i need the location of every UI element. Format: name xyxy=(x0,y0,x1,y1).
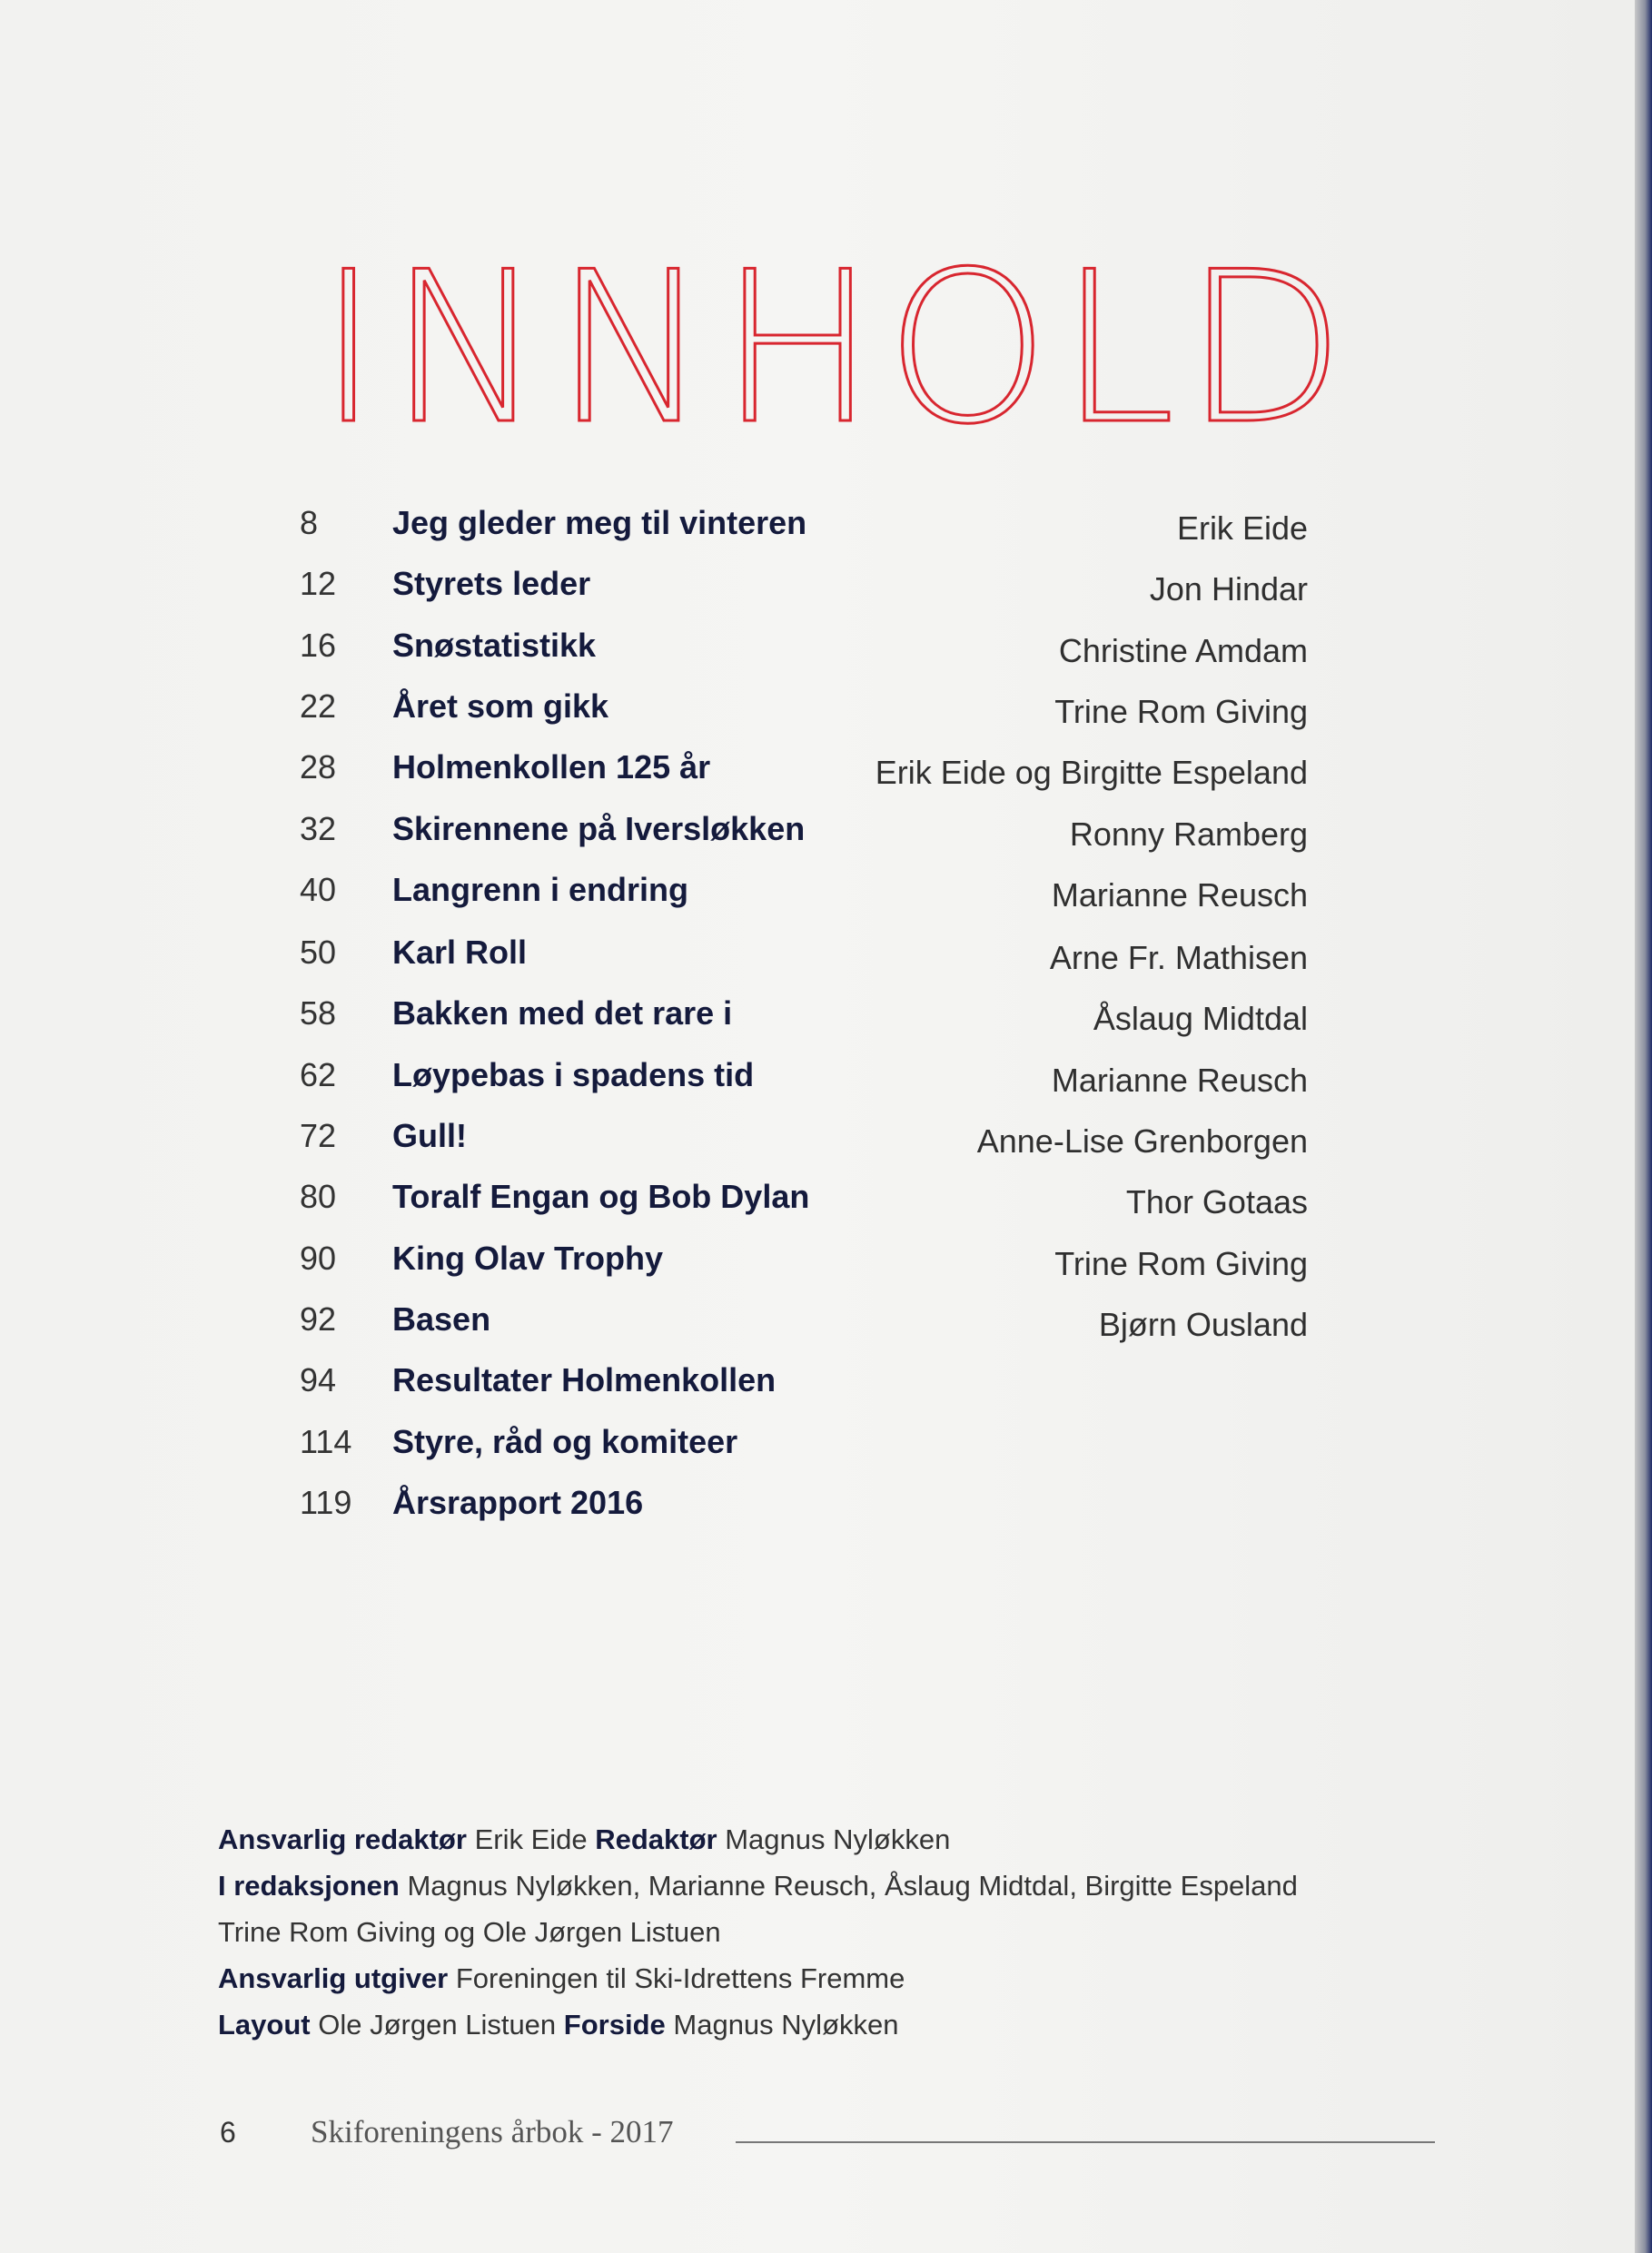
toc-author: Anne-Lise Grenborgen xyxy=(976,1122,1308,1160)
toc-article-title: Resultater Holmenkollen xyxy=(392,1361,777,1399)
toc-page-number: 62 xyxy=(300,1055,337,1093)
toc-row xyxy=(300,1178,1308,1239)
toc-author: Erik Eide xyxy=(1176,509,1308,547)
credits-line xyxy=(218,1863,1435,1909)
toc-page-number: 16 xyxy=(300,626,337,664)
toc-article-title: Holmenkollen 125 år xyxy=(392,748,711,786)
toc-article-title: Snøstatistikk xyxy=(392,626,597,664)
toc-page-number: 94 xyxy=(300,1361,337,1399)
toc-article-title: Toralf Engan og Bob Dylan xyxy=(392,1178,810,1216)
toc-author: Marianne Reusch xyxy=(1051,875,1308,914)
toc-article-title: Året som gikk xyxy=(392,687,609,725)
toc-page-number: 90 xyxy=(300,1239,337,1277)
toc-page-number: 12 xyxy=(300,565,337,603)
credits-line xyxy=(218,1816,1435,1863)
toc-row xyxy=(300,627,1308,687)
toc-row xyxy=(300,1484,1308,1545)
toc-row xyxy=(300,1117,1308,1178)
credits-label: Layout xyxy=(218,2009,311,2041)
toc-article-title: Langrenn i endring xyxy=(392,870,689,908)
toc-page-number: 119 xyxy=(300,1483,352,1521)
toc-row xyxy=(300,748,1308,809)
toc-row xyxy=(300,1423,1308,1484)
toc-page-number: 50 xyxy=(300,934,337,972)
credits-value: Trine Rom Giving og Ole Jørgen Listuen xyxy=(218,1916,721,1948)
toc-author: Trine Rom Giving xyxy=(1054,1244,1308,1282)
toc-page-number: 8 xyxy=(300,504,319,541)
credits-value: Magnus Nyløkken xyxy=(673,2009,899,2041)
credits-value: Foreningen til Ski-Idrettens Fremme xyxy=(455,1962,905,1994)
toc-row xyxy=(300,504,1308,565)
toc-author: Trine Rom Giving xyxy=(1054,692,1308,730)
toc-page-number: 80 xyxy=(300,1178,337,1216)
toc-article-title: Gull! xyxy=(392,1117,467,1154)
toc-row xyxy=(300,1056,1308,1117)
credits-label: Ansvarlig utgiver xyxy=(218,1962,449,1994)
toc-row xyxy=(300,1361,1308,1422)
toc-row xyxy=(300,1240,1308,1300)
toc-page-number: 22 xyxy=(300,687,337,725)
toc-row xyxy=(300,687,1308,748)
credits-line xyxy=(218,2001,1435,2048)
credits-value: Ole Jørgen Listuen xyxy=(318,2009,557,2041)
footer-page-number: 6 xyxy=(220,2116,236,2149)
toc-author: Erik Eide og Birgitte Espeland xyxy=(875,754,1308,792)
toc-author: Arne Fr. Mathisen xyxy=(1049,939,1308,977)
toc-page-number: 72 xyxy=(300,1117,337,1154)
toc-article-title: Jeg gleder meg til vinteren xyxy=(392,504,807,541)
toc-row xyxy=(300,1300,1308,1361)
toc-article-title: Bakken med det rare i xyxy=(392,994,733,1033)
credits-value: Magnus Nyløkken, Marianne Reusch, Åslaug Midtdal, Birgitte Espeland xyxy=(407,1870,1298,1902)
toc-row xyxy=(300,871,1308,932)
credits-value: Erik Eide xyxy=(474,1823,588,1855)
credits-label: Forside xyxy=(563,2009,666,2041)
toc-article-title: King Olav Trophy xyxy=(392,1239,664,1277)
page-footer xyxy=(220,2116,1437,2161)
toc-page-number: 40 xyxy=(300,870,337,908)
toc-row xyxy=(300,565,1308,626)
credits-line xyxy=(218,1909,1435,1955)
credits-label: Redaktør xyxy=(595,1823,717,1855)
toc-article-title: Karl Roll xyxy=(392,934,528,972)
toc-author: Åslaug Midtdal xyxy=(1093,1000,1308,1038)
toc-article-title: Skirennene på Iversløkken xyxy=(392,809,806,847)
editorial-credits xyxy=(218,1816,1435,2048)
toc-page-number: 28 xyxy=(300,748,337,786)
toc-author: Marianne Reusch xyxy=(1051,1061,1308,1099)
toc-author: Bjørn Ousland xyxy=(1098,1305,1308,1343)
toc-article-title: Styrets leder xyxy=(392,565,591,603)
toc-article-title: Årsrapport 2016 xyxy=(392,1483,644,1521)
footer-book-title: Skiforeningens årbok - 2017 xyxy=(311,2114,674,2149)
toc-author: Jon Hindar xyxy=(1149,570,1308,608)
toc-row xyxy=(300,810,1308,871)
credits-label: Ansvarlig redaktør xyxy=(218,1823,467,1855)
toc-article-title: Styre, råd og komiteer xyxy=(392,1422,738,1460)
credits-value: Magnus Nyløkken xyxy=(725,1823,951,1855)
toc-author: Thor Gotaas xyxy=(1125,1183,1308,1221)
toc-row xyxy=(300,994,1308,1055)
toc-page-number: 114 xyxy=(300,1422,352,1460)
page-title: INNHOLD xyxy=(318,228,1355,470)
toc-author: Christine Amdam xyxy=(1058,631,1308,669)
credits-label: I redaksjonen xyxy=(218,1870,400,1902)
book-spine-edge xyxy=(1635,0,1652,2253)
toc-page-number: 58 xyxy=(300,994,337,1033)
toc-page-number: 32 xyxy=(300,809,337,847)
toc-page-number: 92 xyxy=(300,1299,337,1338)
credits-line xyxy=(218,1955,1435,2001)
toc-row xyxy=(300,934,1308,994)
toc-article-title: Basen xyxy=(392,1299,491,1338)
toc-article-title: Løypebas i spadens tid xyxy=(392,1055,755,1093)
toc-author: Ronny Ramberg xyxy=(1069,815,1308,853)
footer-rule xyxy=(736,2141,1435,2143)
